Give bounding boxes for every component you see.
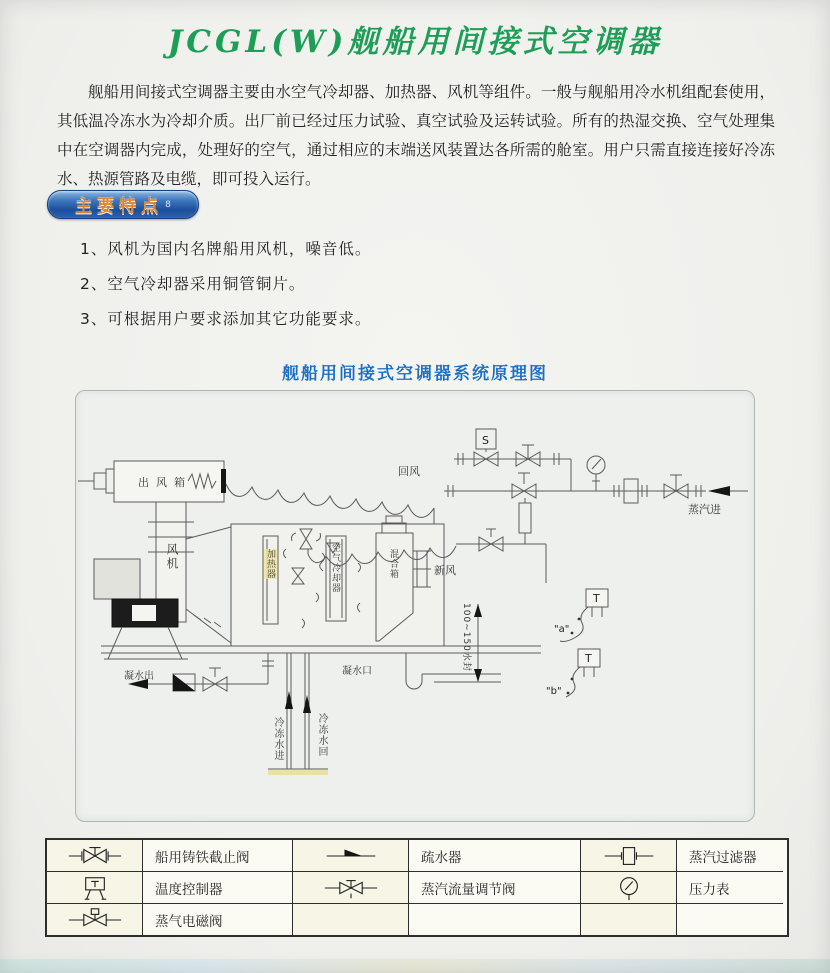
steam-main-line bbox=[444, 456, 748, 583]
outlet-box-label: 出风箱 bbox=[138, 476, 192, 489]
globe-valve-icon bbox=[66, 842, 124, 870]
tag-a: "a" bbox=[554, 624, 570, 635]
condensate-out-label: 凝水出 bbox=[124, 671, 154, 682]
solenoid-valve-symbol-cell bbox=[47, 904, 143, 935]
temp-controller-b bbox=[566, 649, 600, 697]
page-footer-band bbox=[0, 959, 830, 973]
legend-label: 蒸气电磁阀 bbox=[143, 904, 293, 935]
feature-item: 1、风机为国内名牌船用风机，噪音低。 bbox=[80, 240, 372, 258]
features-badge bbox=[47, 190, 199, 219]
steam-filter-icon bbox=[600, 842, 658, 870]
feature-list bbox=[80, 237, 371, 342]
intro-paragraph: 舰船用间接式空调器主要由水空气冷却器、加热器、风机等组件。一般与舰船用冷水机组配套使用，其低温冷冻水为冷却介质。出厂前已经过压力试验、真空试验及运转试验。所有的热湿交换、空气处理集中在空调器内完成，处理好的空气，通过相应的末端送风装置达各所需的舱室。用户只需直接连接好冷冻水、热源管路及电缆，即可投入运行。 bbox=[57, 83, 775, 188]
fresh-air-label: 新风 bbox=[434, 564, 456, 577]
air-cooler-label: 空气冷却器 bbox=[330, 543, 340, 593]
system-schematic bbox=[76, 391, 754, 821]
legend-table bbox=[45, 838, 789, 937]
features-badge-mark: 8 bbox=[165, 199, 171, 210]
mixing-box-label: 混合箱 bbox=[388, 549, 398, 579]
tag-b: "b" bbox=[546, 686, 562, 697]
solenoid-branch bbox=[454, 429, 571, 491]
temp-controller-symbol-cell bbox=[47, 872, 143, 904]
empty-cell bbox=[581, 904, 677, 935]
steam-trap-icon bbox=[322, 842, 380, 870]
flexible-duct bbox=[226, 484, 434, 524]
legend-label: 蒸汽过滤器 bbox=[677, 840, 783, 872]
empty-cell bbox=[677, 904, 783, 935]
diagram-title: 舰船用间接式空调器系统原理图 bbox=[282, 364, 548, 384]
solenoid-letter: S bbox=[482, 434, 489, 447]
empty-cell bbox=[293, 904, 409, 935]
flow-valve-icon bbox=[322, 874, 380, 902]
empty-cell bbox=[409, 904, 581, 935]
solenoid-valve-icon bbox=[66, 906, 124, 934]
heater-label: 加热器 bbox=[265, 549, 275, 579]
legend-label: 船用铸铁截止阀 bbox=[143, 840, 293, 872]
sensor-letter-a: T bbox=[593, 592, 600, 605]
system-diagram-panel bbox=[75, 390, 755, 822]
return-air-label: 回风 bbox=[398, 465, 420, 478]
pressure-gauge-icon bbox=[600, 874, 658, 902]
temp-controller-icon bbox=[66, 874, 124, 902]
sensor-letter-b: T bbox=[585, 652, 592, 665]
steam-trap-symbol-cell bbox=[293, 840, 409, 872]
legend-label: 疏水器 bbox=[409, 840, 581, 872]
feature-item: 3、可根据用户要求添加其它功能要求。 bbox=[80, 310, 372, 328]
pressure-gauge-symbol-cell bbox=[581, 872, 677, 904]
chilled-water-return-label: 冷冻水回 bbox=[316, 713, 327, 757]
steam-filter-symbol-cell bbox=[581, 840, 677, 872]
condensate-port-label: 凝水口 bbox=[342, 666, 372, 677]
steam-in-label: 蒸汽进 bbox=[688, 503, 721, 516]
legend-label: 蒸汽流量调节阀 bbox=[409, 872, 581, 904]
legend-label: 压力表 bbox=[677, 872, 783, 904]
fan-label: 风机 bbox=[165, 543, 179, 571]
globe-valve-symbol-cell bbox=[47, 840, 143, 872]
features-badge-label: 主要特点 bbox=[75, 197, 164, 217]
legend-label: 温度控制器 bbox=[143, 872, 293, 904]
flow-valve-symbol-cell bbox=[293, 872, 409, 904]
feature-item: 2、空气冷却器采用铜管铜片。 bbox=[80, 275, 306, 293]
chilled-water-in-label: 冷冻水进 bbox=[272, 717, 283, 761]
page-title: JCGL(W)舰船用间接式空调器 bbox=[167, 24, 663, 60]
water-seal-label: 100~150水封 bbox=[461, 603, 471, 672]
